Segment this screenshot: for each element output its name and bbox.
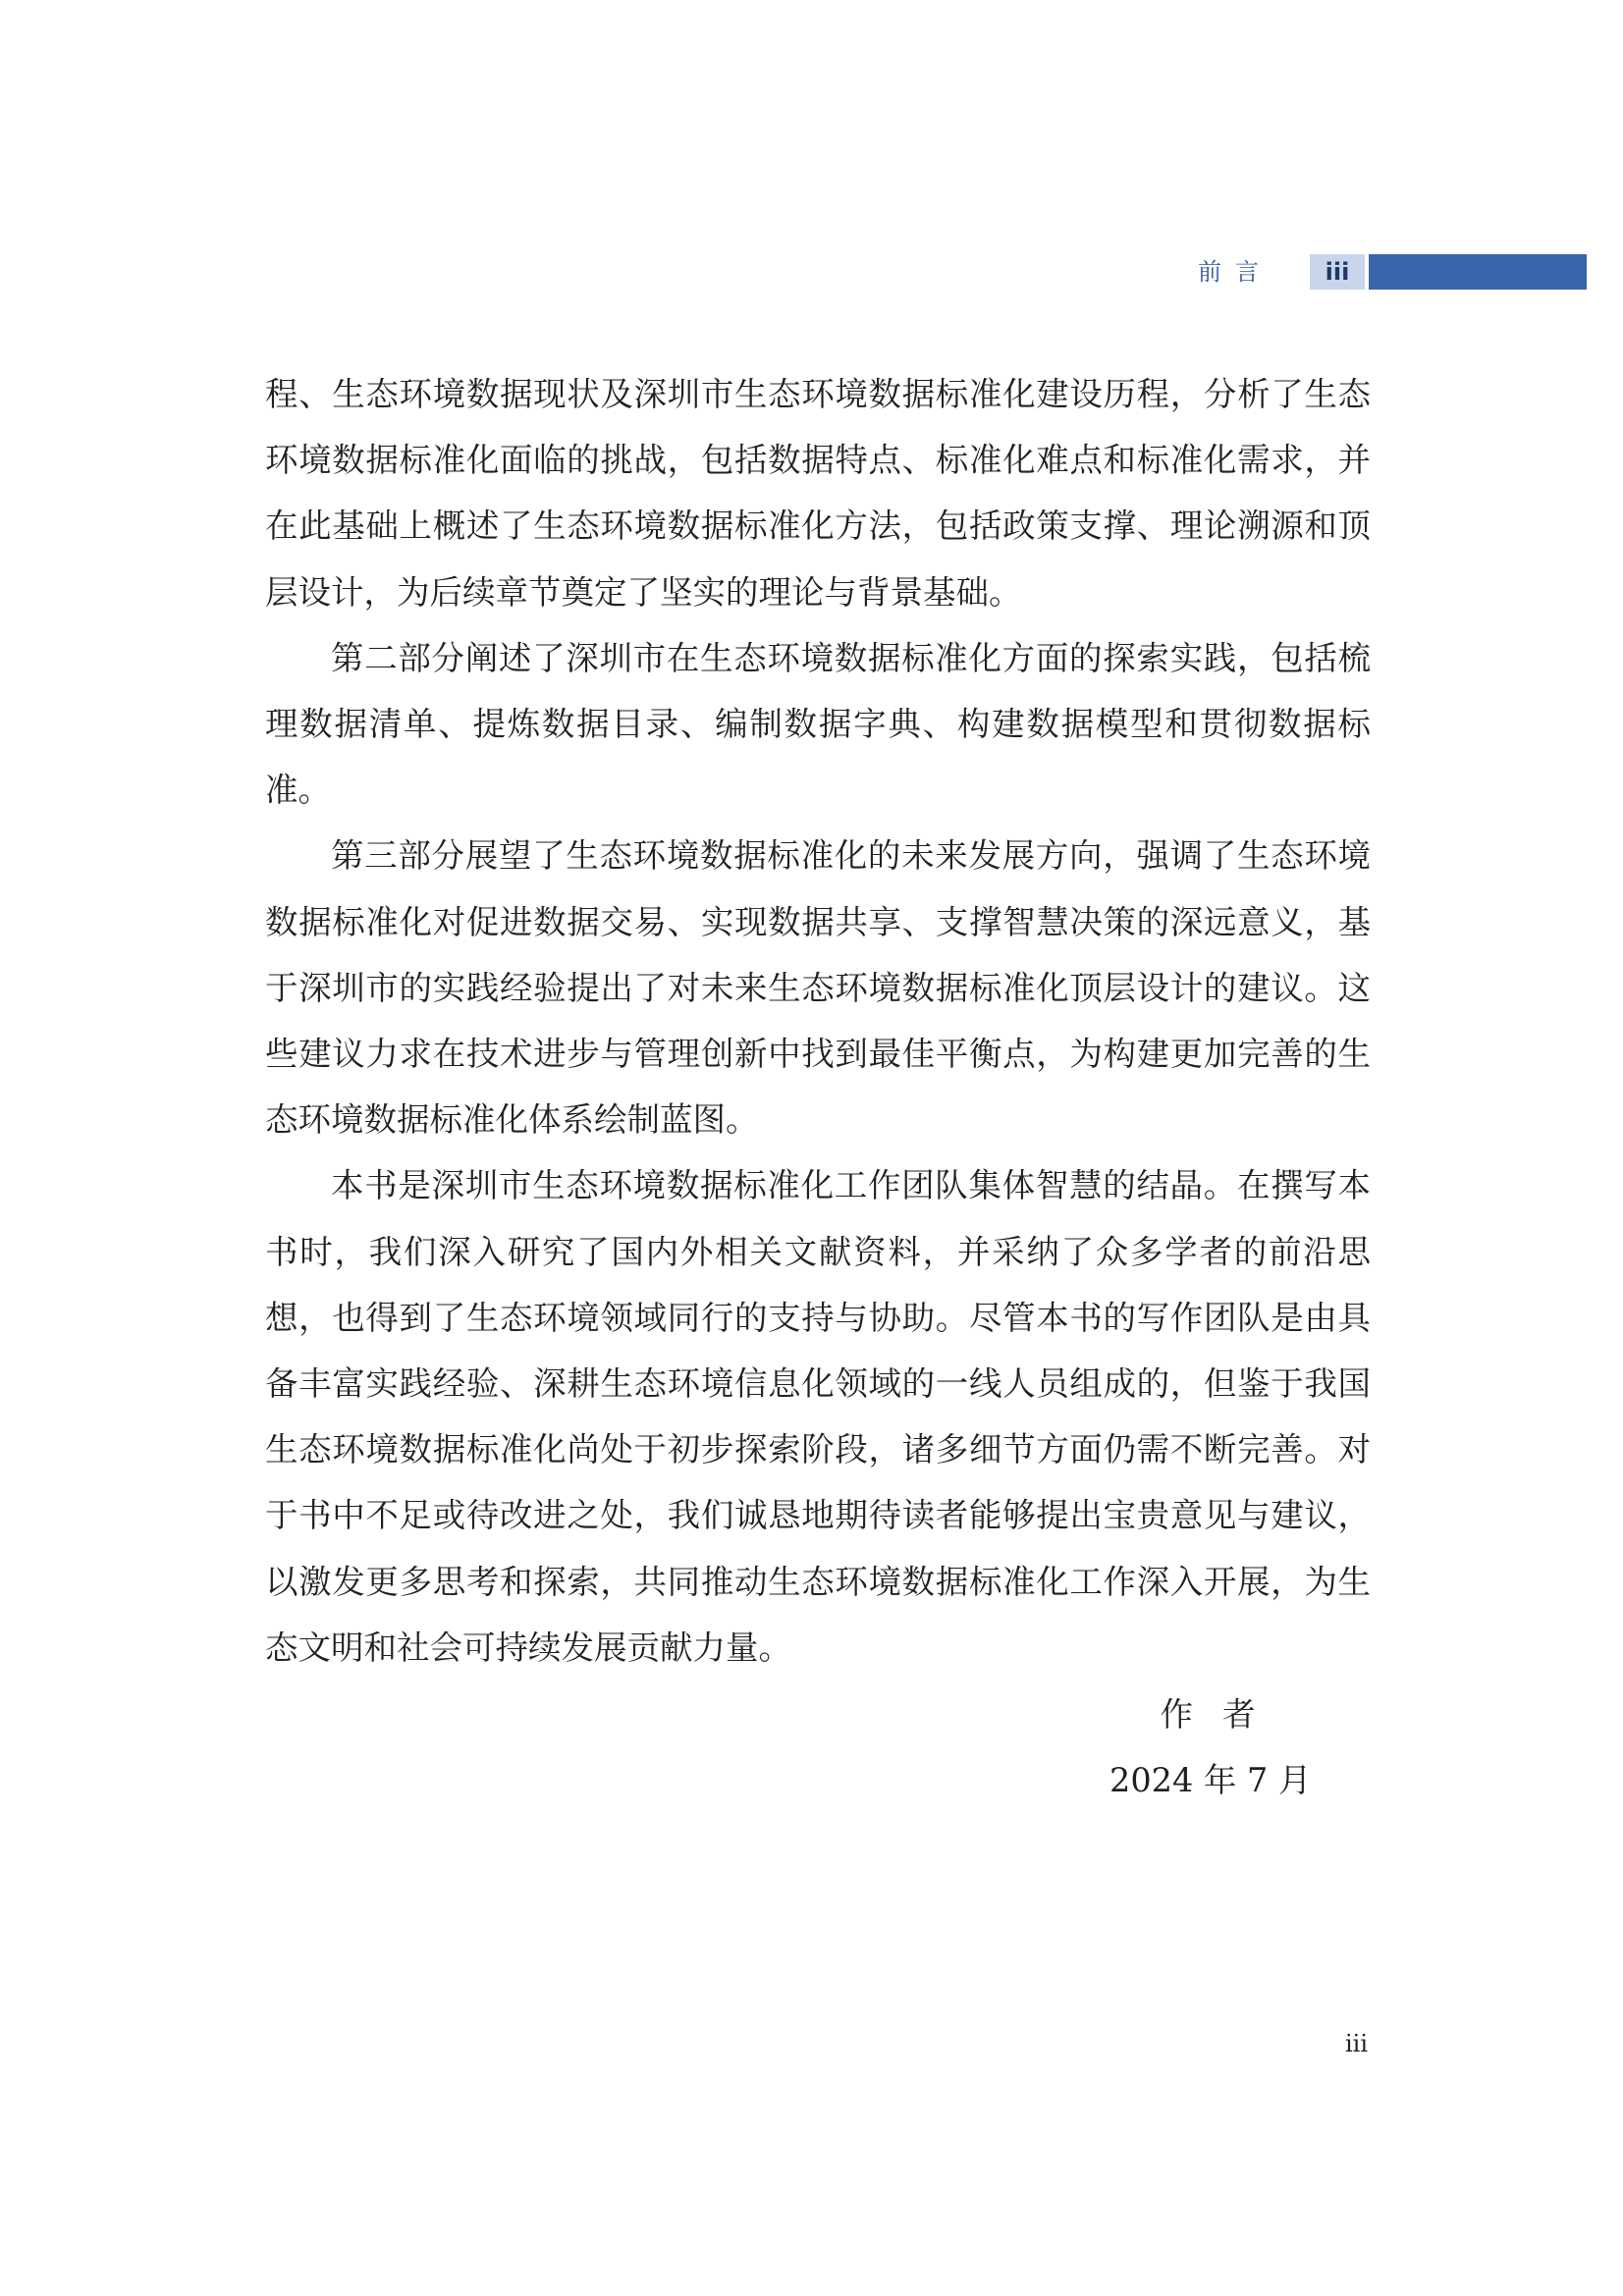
signature-author: 作者 (1160, 1695, 1285, 1734)
signature-date: 2024 年 7 月 (1109, 1761, 1312, 1800)
paragraph-acknowledgement: 本书是深圳市生态环境数据标准化工作团队集体智慧的结晶。在撰写本书时，我们深入研究了国内外相关文献资料，并采纳了众多学者的前沿思想，也得到了生态环境领域同行的支持与协助。尽管本书的写作团队是由具备丰富实践经验、深耕生态环境信息化领域的一线人员组成的，但鉴于我国生态环境数据标准化尚处于初步探索阶段，诸多细节方面仍需不断完善。对于书中不足或待改进之处，我们诚恳地期待读者能够提出宝贵意见与建议，以激发更多思考和探索，共同推动生态环境数据标准化工作深入开展，为生态文明和社会可持续发展贡献力量。 (265, 1166, 1371, 1667)
header-section-title: 前言 (1198, 258, 1272, 286)
preface-body (265, 361, 1371, 1681)
paragraph-part-two: 第二部分阐述了深圳市在生态环境数据标准化方面的探索实践，包括梳理数据清单、提炼数据目录、编制数据字典、构建数据模型和贯彻数据标准。 (265, 638, 1371, 810)
footer-page-number: iii (1345, 2030, 1369, 2057)
header-color-bar (1369, 254, 1587, 290)
paragraph-part-three: 第三部分展望了生态环境数据标准化的未来发展方向，强调了生态环境数据标准化对促进数据交易、实现数据共享、支撑智慧决策的深远意义，基于深圳市的实践经验提出了对未来生态环境数据标准化顶层设计的建议。这些建议力求在技术进步与管理创新中找到最佳平衡点，为构建更加完善的生态环境数据标准化体系绘制蓝图。 (265, 836, 1371, 1140)
signature-block (1109, 1682, 1312, 1813)
header-page-label: iii (1310, 254, 1365, 290)
running-header (0, 254, 1623, 290)
paragraph-continued: 程、生态环境数据现状及深圳市生态环境数据标准化建设历程，分析了生态环境数据标准化面临的挑战，包括数据特点、标准化难点和标准化需求，并在此基础上概述了生态环境数据标准化方法，包括政策支撑、理论溯源和顶层设计，为后续章节奠定了坚实的理论与背景基础。 (265, 375, 1371, 612)
